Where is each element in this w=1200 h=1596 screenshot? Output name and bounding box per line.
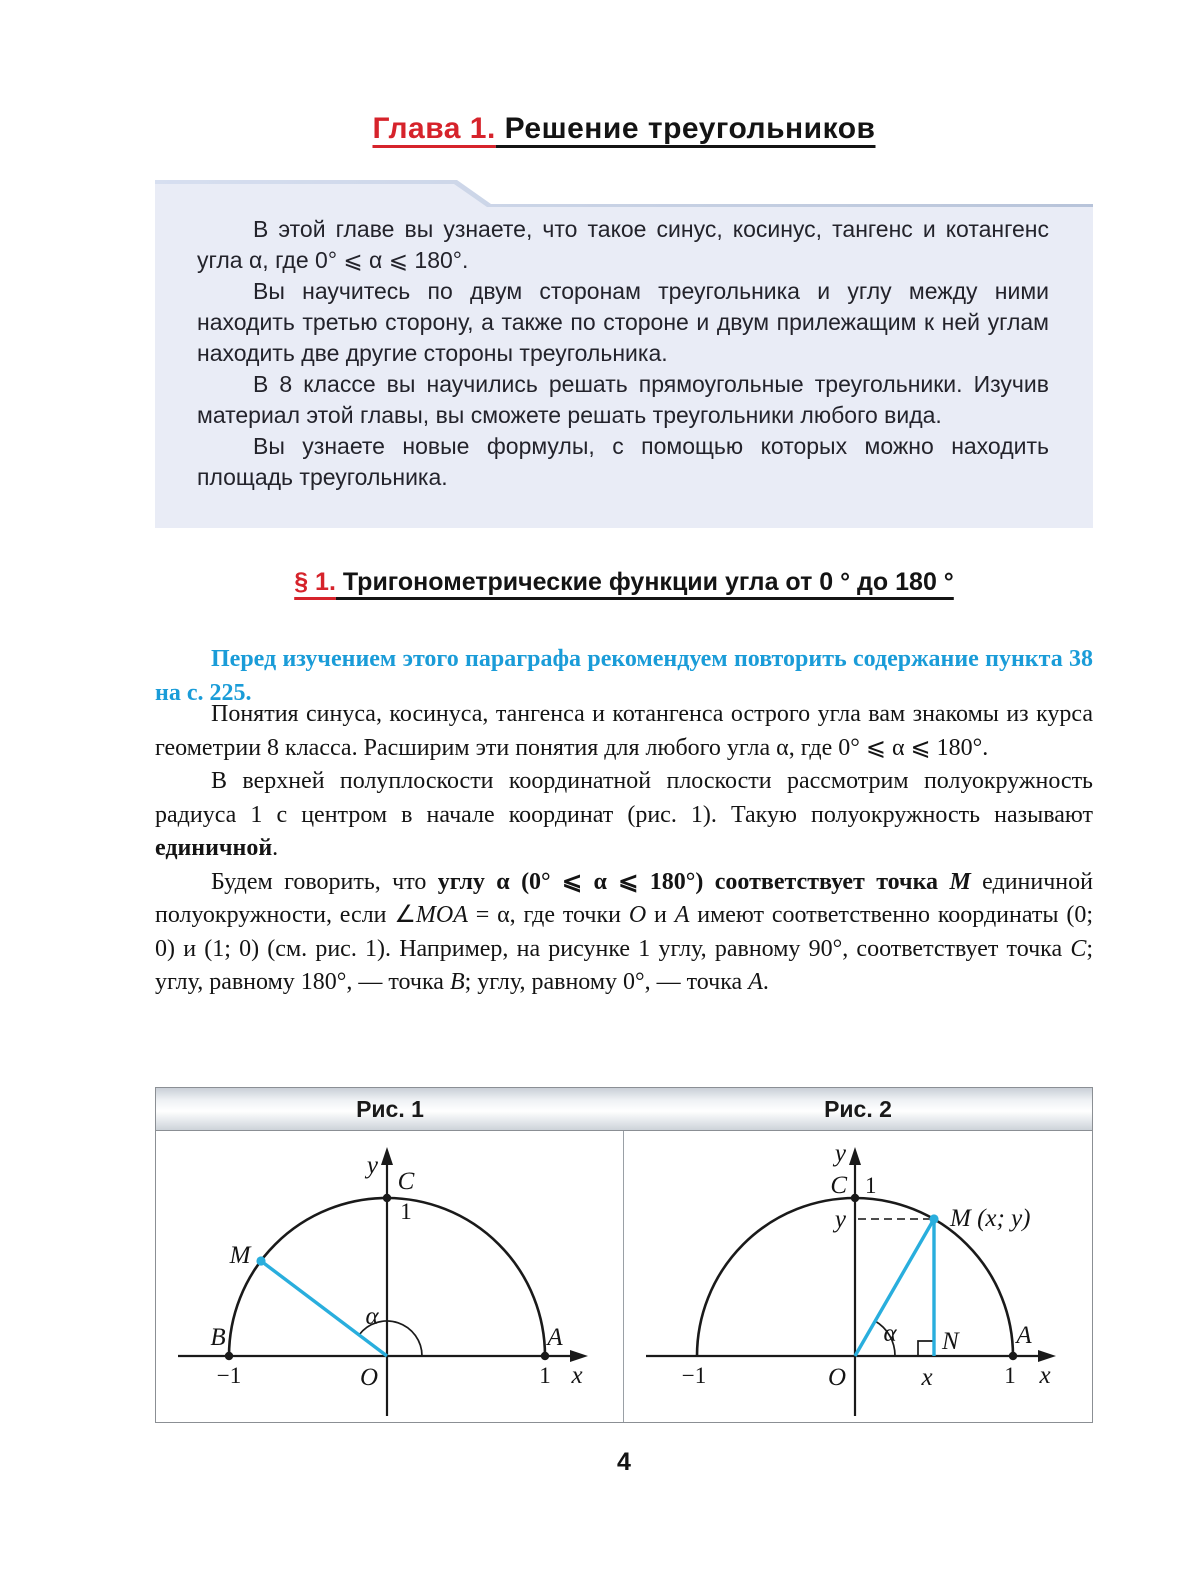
figure1-caption: Рис. 1 (356, 1095, 424, 1122)
text-segment: = α, где точки (467, 902, 629, 928)
section-name: Тригонометрические функции угла от 0 ° до 180 ° (335, 568, 954, 596)
fig2-point-A-dot (1009, 1352, 1017, 1360)
fig2-label-C: C (830, 1172, 847, 1199)
fig2-label-x-axis: x (1039, 1362, 1051, 1389)
figure1-unit-semicircle-diagram (156, 1131, 623, 1422)
section-number: § 1. (294, 568, 336, 596)
fig2-label-A: A (1016, 1322, 1032, 1349)
text-segment: ; углу, равному 0°, — точка (464, 969, 749, 995)
fig1-tick-1-top: 1 (400, 1199, 412, 1224)
text-segment: O (628, 902, 647, 928)
intro-paragraph: Вы научитесь по двум сторонам треугольника и углу между ними находить третью сторону, а также по стороне и двум прилежащим к ней углам находить две другие стороны треугольника. (197, 278, 1049, 366)
fig1-point-C-dot (383, 1194, 391, 1202)
fig1-label-M: M (229, 1242, 251, 1269)
body-text (155, 698, 1093, 1000)
text-segment: единичной полуокружности, если ∠ (155, 868, 1093, 928)
text-segment: имеют соответственно координаты (0; 0) и (1; 0) (см. рис. 1). Например, на рисунке 1 углу, равному 90°, соответствует точка (155, 902, 1094, 962)
text-segment: единичной (155, 835, 273, 861)
figure2-unit-semicircle-diagram (624, 1131, 1091, 1422)
fig2-label-x-coord: x (921, 1364, 933, 1391)
fig2-right-angle-mark (918, 1341, 934, 1356)
fig1-label-alpha: α (365, 1303, 379, 1330)
fig2-label-y-coord: y (834, 1206, 846, 1233)
fig2-label-alpha: α (883, 1320, 897, 1347)
text-segment: и (646, 902, 675, 928)
text-segment: M (949, 868, 971, 895)
fig1-tick-1-right: 1 (539, 1363, 551, 1388)
fig2-label-O: O (827, 1364, 846, 1391)
fig2-label-N: N (942, 1328, 959, 1355)
fig1-label-O: O (359, 1364, 378, 1391)
text-segment: . (272, 835, 279, 861)
page-number: 4 (617, 1448, 631, 1476)
fig1-tick-minus1: −1 (216, 1363, 242, 1388)
text-segment: C (1070, 935, 1087, 962)
fig2-label-y-axis: y (834, 1140, 846, 1167)
body-paragraph (155, 698, 1093, 765)
fig2-x-axis-arrow (1038, 1350, 1056, 1362)
text-segment: В верхней полуплоскости координатной плоскости рассмотрим полуокружность радиуса 1 с центром в начале координат (рис. 1). Такую полуокружность называют (155, 768, 1093, 828)
body-paragraph (155, 866, 1093, 1000)
review-note: Перед изучением этого параграфа рекомендуем повторить содержание пункта 38 на с. 225. (155, 646, 1093, 706)
intro-paragraph: В 8 классе вы научились решать прямоугольные треугольники. Изучив материал этой главы, вы сможете решать треугольники любого вида. (197, 371, 1049, 428)
chapter-intro-box (155, 180, 1093, 528)
fig1-label-y-axis: y (366, 1152, 378, 1179)
fig2-label-M: M (x; y) (950, 1205, 1031, 1232)
fig2-y-axis-arrow (849, 1147, 861, 1165)
figure-block (155, 1087, 1093, 1423)
section-title (155, 568, 1093, 597)
fig1-point-B-dot (225, 1352, 233, 1360)
figure-header-bar (156, 1088, 1092, 1131)
text-segment: углу α (0° ⩽ α ⩽ 180°) соответствует точка (437, 868, 950, 895)
text-segment: ; углу, равному 180°, — точка (155, 935, 1093, 995)
figure-panels (156, 1131, 1092, 1422)
text-segment: . (762, 969, 769, 995)
fig1-label-x-axis: x (571, 1362, 583, 1389)
fig1-label-C: C (397, 1168, 415, 1195)
text-segment: Понятия синуса, косинуса, тангенса и котангенса острого угла вам знакомы из курса геометрии 8 класса. Расширим эти понятия для любого угла α, где 0° ⩽ α ⩽ 180°. (155, 701, 1093, 761)
fig1-label-B: B (210, 1324, 226, 1351)
figure2-caption: Рис. 2 (824, 1095, 892, 1122)
text-segment: Будем говорить, что (211, 868, 438, 895)
fig2-point-C-dot (851, 1194, 859, 1202)
fig1-y-axis-arrow (381, 1147, 393, 1165)
fig1-label-A: A (547, 1324, 563, 1351)
fig1-point-A-dot (541, 1352, 549, 1360)
fig2-tick-1-right: 1 (1004, 1363, 1016, 1388)
fig2-point-M-dot (929, 1214, 938, 1223)
text-segment: A (674, 902, 690, 928)
intro-paragraph: Вы узнаете новые формулы, с помощью которых можно находить площадь треугольника. (197, 433, 1049, 490)
fig1-x-axis-arrow (570, 1350, 588, 1362)
fig2-tick-minus1: −1 (681, 1363, 707, 1388)
intro-paragraph: В этой главе вы узнаете, что такое синус, косинус, тангенс и котангенс угла α, где 0° ⩽ α ⩽ 180°. (197, 216, 1049, 273)
text-segment: MOA (415, 902, 468, 928)
text-segment: A (748, 969, 763, 995)
intro-box-content (155, 180, 1093, 528)
text-segment: B (449, 969, 465, 995)
chapter-title (155, 112, 1093, 146)
chapter-number: Глава 1. (372, 112, 496, 145)
chapter-name: Решение треугольников (495, 112, 876, 145)
fig2-tick-1-top: 1 (865, 1173, 877, 1198)
fig1-point-M-dot (256, 1256, 265, 1265)
body-paragraph (155, 765, 1093, 866)
